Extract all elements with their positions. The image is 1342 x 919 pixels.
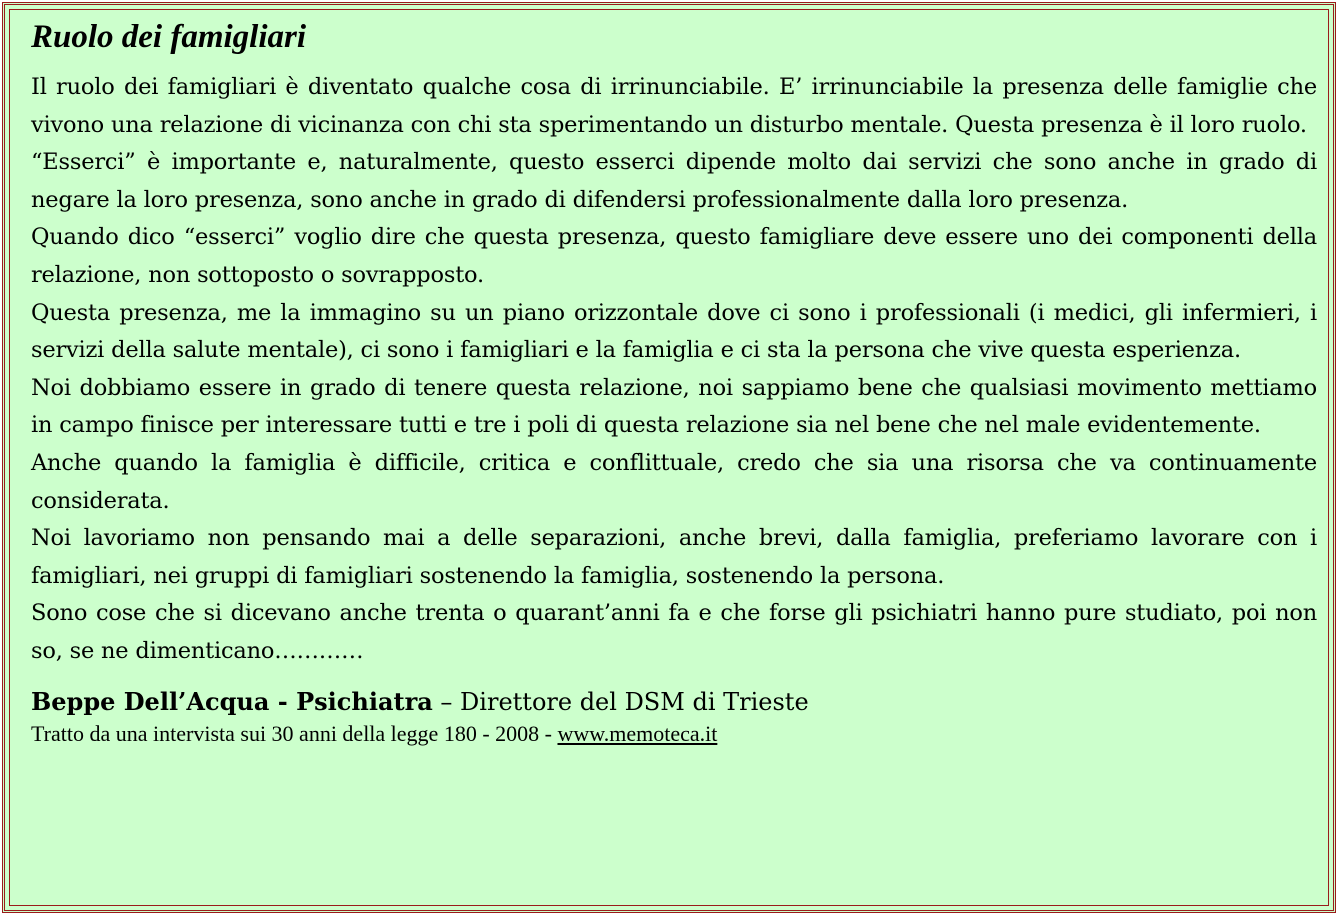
article-title: Ruolo dei famigliari xyxy=(31,19,307,55)
paragraph-1: Il ruolo dei famigliari è diventato qualche cosa di irrinunciabile. E’ irrinunciabile la presenza delle famiglie che vivono una relazione di vicinanza con chi sta sperimentando un disturbo mentale. Questa presenza è il loro ruolo. xyxy=(31,74,1317,138)
source-link[interactable]: www.memoteca.it xyxy=(557,720,718,746)
paragraph-5: Noi dobbiamo essere in grado di tenere questa relazione, noi sappiamo bene che qualsiasi movimento mettiamo in campo finisce per interessare tutti e tre i poli di questa relazione sia nel bene che nel male evidentemente. xyxy=(31,374,1317,439)
paragraph-8: Sono cose che si dicevano anche trenta o quarant’anni fa e che forse gli psichiatri hanno pure studiato, poi non so, se ne dimenticano………… xyxy=(31,600,1317,664)
article-box xyxy=(2,2,1336,913)
paragraph-2: “Esserci” è importante e, naturalmente, questo esserci dipende molto dai servizi che sono anche in grado di negare la loro presenza, sono anche in grado di difendersi professionalmente dalla loro presenza. xyxy=(31,149,1317,213)
signature-author: Beppe Dell’Acqua - Psichiatra xyxy=(31,686,433,716)
signature-role: – Direttore del DSM di Trieste xyxy=(432,687,809,716)
paragraph-6: Anche quando la famiglia è difficile, critica e conflittuale, credo che sia una risorsa che va continuamente considerata. xyxy=(31,449,1317,514)
article-content xyxy=(31,17,1317,749)
source-text: Tratto da una intervista sui 30 anni della legge 180 - 2008 - xyxy=(31,720,558,746)
signature xyxy=(31,685,1317,719)
paragraph-3: Quando dico “esserci” voglio dire che questa presenza, questo famigliare deve essere uno dei componenti della relazione, non sottoposto o sovrapposto. xyxy=(31,224,1317,288)
paragraph-4: Questa presenza, me la immagino su un piano orizzontale dove ci sono i professionali (i medici, gli infermieri, i servizi della salute mentale), ci sono i famigliari e la famiglia e ci sta la persona che vive questa esperienza. xyxy=(31,299,1317,364)
paragraph-7: Noi lavoriamo non pensando mai a delle separazioni, anche brevi, dalla famiglia, preferiamo lavorare con i famigliari, nei gruppi di famigliari sostenendo la famiglia, sostenendo la persona. xyxy=(31,525,1317,589)
source-line xyxy=(31,719,1317,749)
